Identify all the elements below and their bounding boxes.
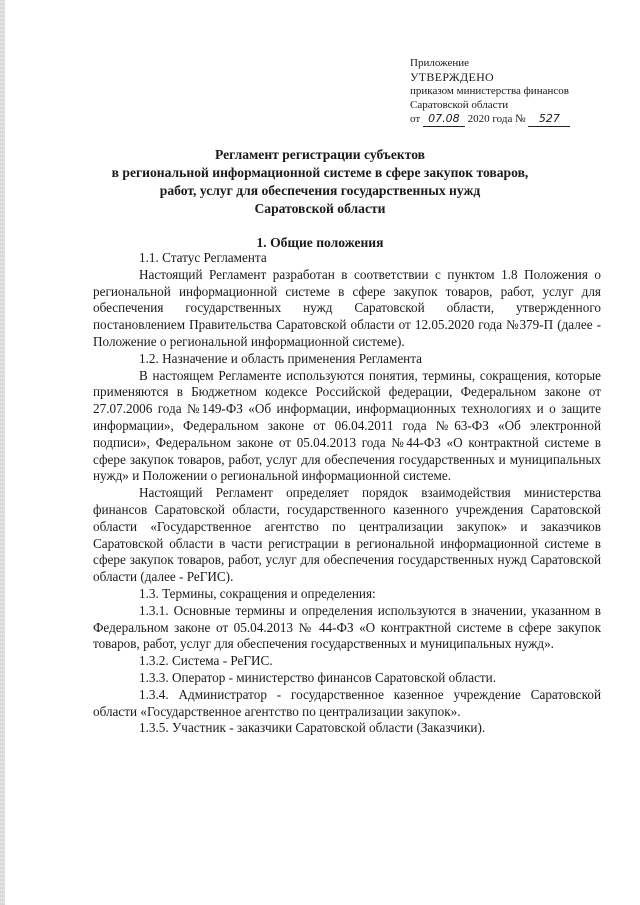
- title-line-4: Саратовской области: [254, 201, 386, 216]
- paragraph: 1.2. Назначение и область применения Регламента: [139, 350, 423, 366]
- title-line-1: Регламент регистрации субъектов: [214, 147, 425, 162]
- approval-line-region: Саратовской области: [410, 99, 509, 111]
- document-body: [93, 250, 601, 737]
- handwritten-date: 07.08: [423, 112, 465, 127]
- document-title: [80, 146, 560, 218]
- approval-date-line: [410, 112, 620, 127]
- scan-edge: [0, 0, 5, 905]
- handwritten-number: 527: [528, 112, 570, 127]
- paragraph: 1.3.4. Администратор - государственное казенное учреждение Саратовской области «Государственное агентство по централизации закупок».: [93, 686, 601, 719]
- paragraph: 1.3.5. Участник - заказчики Саратовской области (Заказчики).: [139, 720, 486, 736]
- approval-line-approved: УТВЕРЖДЕНО: [410, 70, 495, 84]
- date-prefix: от: [410, 113, 421, 125]
- paragraph: 1.1. Статус Регламента: [139, 250, 267, 265]
- approval-line-appendix: Приложение: [410, 57, 470, 69]
- date-suffix: 2020 года №: [467, 113, 526, 125]
- title-line-2: в региональной информационной системе в сфере закупок товаров,: [111, 165, 529, 180]
- approval-stamp: [410, 56, 620, 127]
- paragraph: В настоящем Регламенте используются понятия, термины, сокращения, которые применяются в Бюджетном кодексе Российской федерации, Федеральном законе от 27.07.2006 года №149-ФЗ «Об информации, информационных технологиях и о защите информации», Федеральном законе от 06.04.2011 года №63-ФЗ «Об электронной подписи», Федеральном законе от 05.04.2013 года №44-ФЗ «О контрактной системе в сфере закупок товаров, работ, услуг для обеспечения государственных и муниципальных нужд» и Положении о региональной информационной системе.: [93, 367, 601, 484]
- paragraph: 1.3.1. Основные термины и определения используются в значении, указанном в Федеральном законе от 05.04.2013 № 44-ФЗ «О контрактной системе в сфере закупок товаров, работ, услуг для обеспечения государственных и муниципальных нужд».: [93, 602, 601, 652]
- paragraph: 1.3.2. Система - РеГИС.: [139, 653, 273, 669]
- paragraph: Настоящий Регламент определяет порядок взаимодействия министерства финансов Саратовской области, государственного казенного учреждения Саратовской области «Государственное агентство по централизации закупок» и заказчиков Саратовской области в части регистрации в региональной информационной системе в сфере закупок товаров, работ, услуг для обеспечения государственных нужд Саратовской области (далее - РеГИС).: [93, 485, 601, 585]
- paragraph: 1.3. Термины, сокращения и определения:: [139, 585, 376, 601]
- title-line-3: работ, услуг для обеспечения государственных нужд: [159, 183, 481, 198]
- section-heading: 1. Общие положения: [256, 235, 384, 250]
- paragraph: Настоящий Регламент разработан в соответствии с пунктом 1.8 Положения о региональной информационной системе в сфере закупок товаров, работ, услуг для обеспечения государственных нужд Саратовской области, утвержденного постановлением Правительства Саратовской области от 12.05.2020 года №379-П (далее - Положение о региональной информационной системе).: [93, 266, 601, 349]
- approval-line-order: приказом министерства финансов: [410, 85, 569, 97]
- paragraph: 1.3.3. Оператор - министерство финансов Саратовской области.: [139, 669, 497, 685]
